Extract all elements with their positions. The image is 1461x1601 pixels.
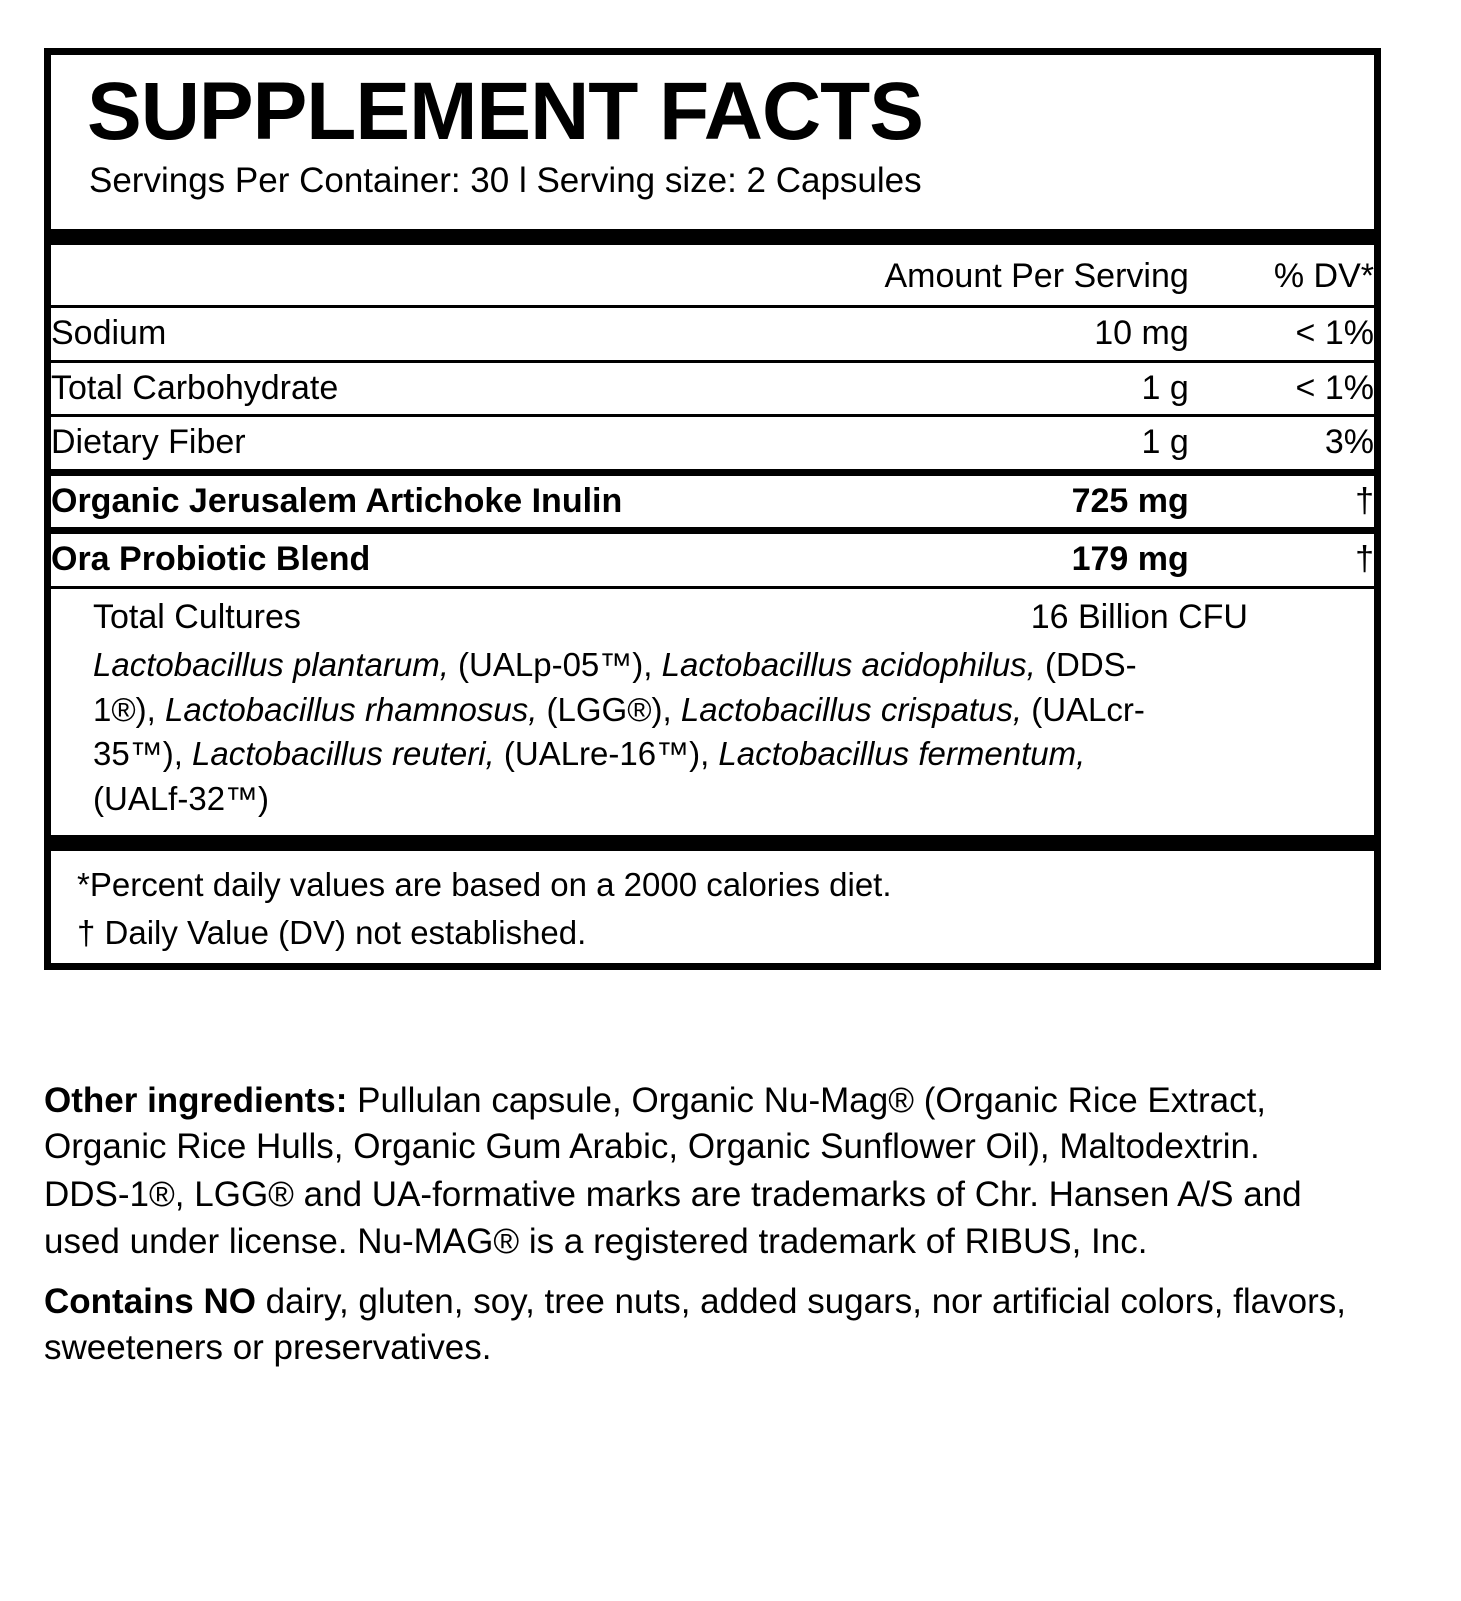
table-row bbox=[51, 307, 1374, 362]
row-name: Total Carbohydrate bbox=[51, 361, 845, 416]
facts-inner bbox=[51, 55, 1374, 225]
row-name: Sodium bbox=[51, 307, 845, 362]
other-ingredients-text: Pullulan capsule, Organic Nu-Mag® (Organic Rice Extract, Organic Rice Hulls, Organic Gum Arabic, Organic Sunflower Oil), Maltodextrin. bbox=[44, 1081, 1267, 1167]
row-amount: 1 g bbox=[845, 416, 1189, 473]
footnote-dagger: † Daily Value (DV) not established. bbox=[77, 914, 587, 952]
row-dv: < 1% bbox=[1189, 307, 1374, 362]
row-name: Organic Jerusalem Artichoke Inulin bbox=[51, 472, 845, 531]
row-name: Ora Probiotic Blend bbox=[51, 531, 845, 586]
header-blank bbox=[51, 245, 845, 307]
total-cultures-label: Total Cultures bbox=[93, 597, 301, 636]
table-row bbox=[51, 416, 1374, 473]
row-dv: † bbox=[1189, 531, 1374, 586]
other-ingredients-paragraph bbox=[44, 1078, 1354, 1170]
table-row-blend bbox=[51, 531, 1374, 586]
row-amount: 725 mg bbox=[845, 472, 1189, 531]
supplement-facts-panel bbox=[44, 48, 1381, 970]
trademark-paragraph: DDS-1®, LGG® and UA-formative marks are trademarks of Chr. Hansen A/S and used under license. Nu-MAG® is a registered trademark of RIBUS, Inc. bbox=[44, 1175, 1302, 1261]
row-amount: 179 mg bbox=[845, 531, 1189, 586]
servings-line: Servings Per Container: 30 l Serving size: 2 Capsules bbox=[89, 161, 922, 201]
table-header-row bbox=[51, 245, 1374, 307]
nutrition-table bbox=[51, 245, 1374, 586]
row-dv: † bbox=[1189, 472, 1374, 531]
header-dv: % DV* bbox=[1273, 256, 1374, 295]
row-amount: 10 mg bbox=[845, 307, 1189, 362]
footnote-dv-percent: *Percent daily values are based on a 2000 calories diet. bbox=[77, 866, 892, 904]
other-ingredients-block bbox=[44, 1078, 1354, 1373]
footnotes bbox=[51, 851, 1374, 963]
contains-no-label: Contains NO bbox=[44, 1281, 256, 1321]
row-dv: < 1% bbox=[1189, 361, 1374, 416]
total-cultures-row bbox=[67, 595, 1358, 639]
row-dv: 3% bbox=[1189, 416, 1374, 473]
table-row-inulin bbox=[51, 472, 1374, 531]
divider-thick-top bbox=[51, 229, 1374, 245]
total-cultures-value: 16 Billion CFU bbox=[1030, 597, 1248, 636]
row-name: Dietary Fiber bbox=[51, 416, 845, 473]
strain-list: Lactobacillus plantarum, (UALp-05™), Lactobacillus acidophilus, (DDS-1®), Lactobacillus rhamnosus, (LGG®), Lactobacillus crispatus, (UALcr-35™), Lactobacillus reuteri, (UALre-16™), Lactobacillus fermentum, (UALf-32™) bbox=[93, 646, 1145, 817]
header-amount: Amount Per Serving bbox=[884, 256, 1189, 295]
divider-thick-bottom bbox=[51, 835, 1374, 851]
row-amount: 1 g bbox=[845, 361, 1189, 416]
table-row bbox=[51, 361, 1374, 416]
probiotic-blend-detail bbox=[51, 589, 1374, 831]
panel-title: SUPPLEMENT FACTS bbox=[87, 66, 923, 157]
other-ingredients-label: Other ingredients: bbox=[44, 1081, 348, 1120]
contains-no-paragraph bbox=[44, 1279, 1354, 1371]
contains-no-text: dairy, gluten, soy, tree nuts, added sugars, nor artificial colors, flavors, sweeteners or preservatives. bbox=[44, 1281, 1346, 1367]
